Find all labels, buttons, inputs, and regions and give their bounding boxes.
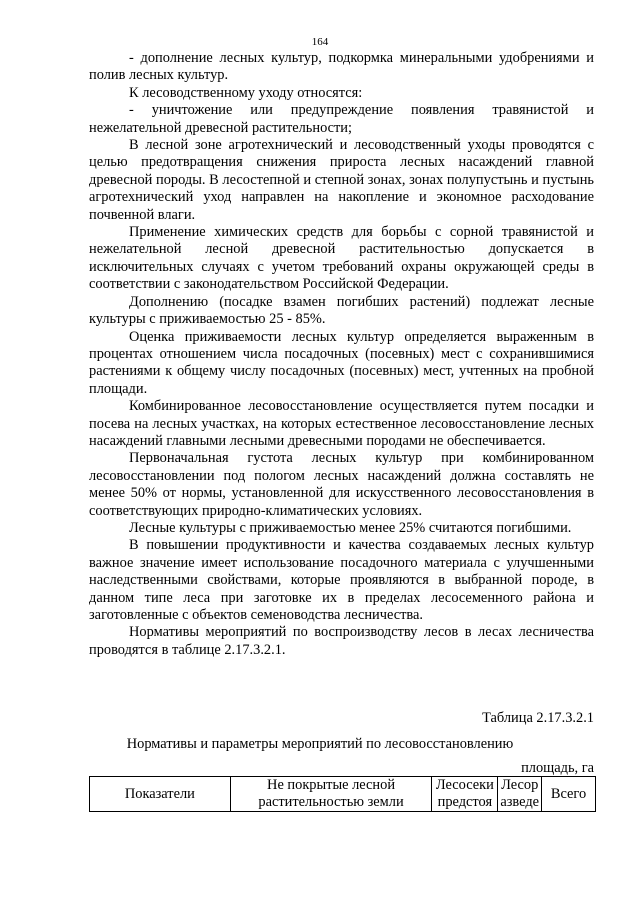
header-total: Всего <box>542 777 596 812</box>
header-indicators: Показатели <box>90 777 231 812</box>
paragraph-7: Оценка приживаемости лесных культур определяется выраженным в процентах отношением числа посадочных (посевных) мест с сохранившимися растениями к общему числу посадочных (посевных) мест, учтенных на пробной площади. <box>89 328 594 397</box>
paragraph-3: - уничтожение или предупреждение появления травянистой и нежелательной древесной растительности; <box>89 102 594 136</box>
paragraph-12: Нормативы мероприятий по воспроизводству лесов в лесах лесничества проводятся в таблице 2.17.3.2.1. <box>89 624 594 658</box>
norms-table <box>89 776 596 812</box>
header-cutting-areas: Лесосеки предстоя <box>432 777 498 812</box>
paragraph-4: В лесной зоне агротехнический и лесоводственный уходы проводятся с целью предотвращения снижения прироста лесных насаждений главной древесной породы. В лесостепной и степной зонах, зонах полупустынь и пустынь агротехнический уход направлен на накопление и экономное расходование почвенной влаги. <box>89 137 594 223</box>
table-number-label: Таблица 2.17.3.2.1 <box>482 710 594 726</box>
table-header-row <box>90 777 596 812</box>
paragraph-6: Дополнению (посадке взамен погибших растений) подлежат лесные культуры с приживаемостью 25 - 85%. <box>89 293 594 328</box>
paragraph-11: В повышении продуктивности и качества создаваемых лесных культур важное значение имеет использование посадочного материала с улучшенными наследственными свойствами, которые проявляются в выбранной породе, в данном типе леса при заготовке их в пределах лесосеменного района и заготовленные с объектов семеноводства лесничества. <box>89 537 594 623</box>
table-title: Нормативы и параметры мероприятий по лесовосстановлению <box>126 736 514 752</box>
paragraph-2: К лесоводственному уходу относятся: <box>129 84 363 101</box>
header-reforestation: Лесор азведе <box>498 777 542 812</box>
paragraph-1: - дополнение лесных культур, подкормка минеральными удобрениями и полив лесных культур. <box>89 50 594 84</box>
paragraph-10: Лесные культуры с приживаемостью менее 25% считаются погибшими. <box>129 519 572 536</box>
paragraph-5: Применение химических средств для борьбы с сорной травянистой и нежелательной лесной древесной растительностью допускается в исключительных случаях с учетом требований охраны окружающей среды в соответствии с законодательством Российской Федерации. <box>89 224 594 293</box>
paragraph-9: Первоначальная густота лесных культур при комбинированном лесовосстановлении под пологом лесных насаждений должна составлять не менее 50% от нормы, установленной для искусственного лесовосстановления в соответствующих природно-климатических условиях. <box>89 450 594 519</box>
page-number: 164 <box>311 36 329 48</box>
header-unforested-lands: Не покрытые лесной растительностью земли <box>230 777 432 812</box>
paragraph-8: Комбинированное лесовосстановление осуществляется путем посадки и посева на лесных участках, на которых естественное лесовосстановление лесных насаждений главными лесными древесными породами не обеспечивается. <box>89 398 594 449</box>
table-unit: площадь, га <box>521 760 594 776</box>
body-text <box>89 50 594 659</box>
